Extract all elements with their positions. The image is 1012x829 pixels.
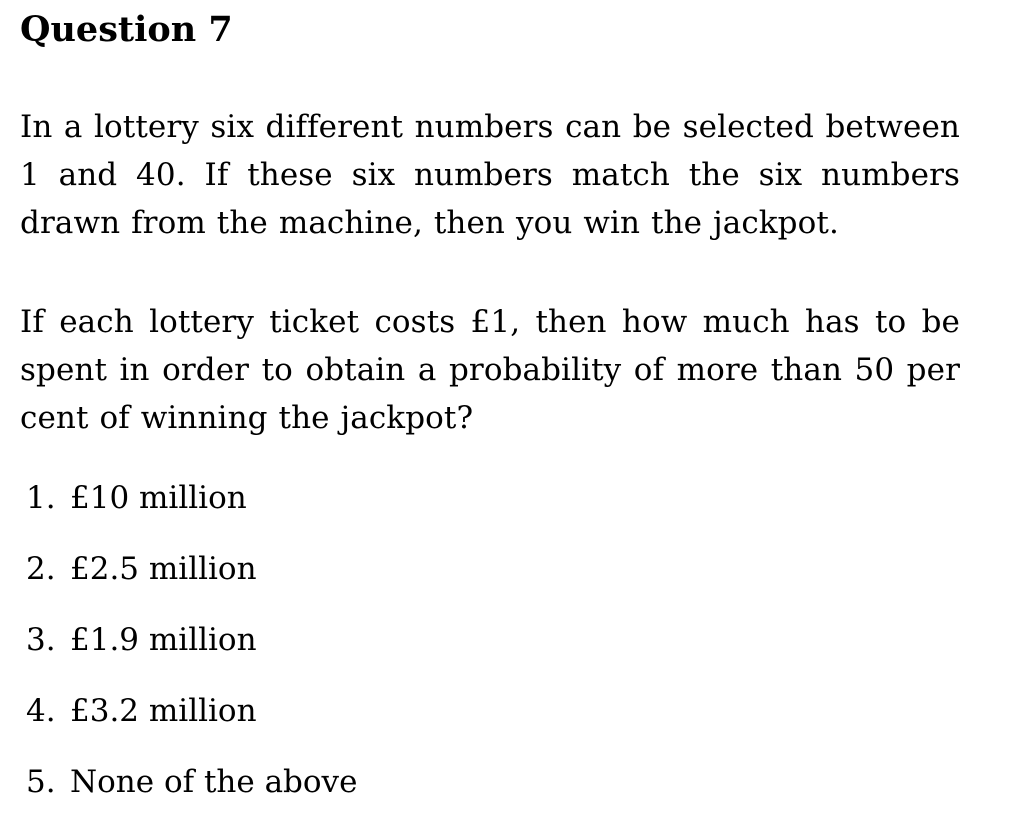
option-text: £2.5 million bbox=[70, 551, 257, 587]
option-number: 4. bbox=[26, 693, 56, 729]
answer-option bbox=[26, 474, 357, 545]
option-number: 5. bbox=[26, 764, 56, 800]
option-number: 3. bbox=[26, 622, 56, 658]
option-text: None of the above bbox=[70, 764, 358, 800]
question-title: Question 7 bbox=[20, 9, 233, 50]
option-text: £3.2 million bbox=[70, 693, 257, 729]
question-context-paragraph: In a lottery six different numbers can be selected between 1 and 40. If these six numbers match the six numbers drawn from the machine, then you win the jackpot. bbox=[20, 109, 960, 241]
option-number: 2. bbox=[26, 551, 56, 587]
answer-option bbox=[26, 687, 357, 758]
question-prompt-paragraph: If each lottery ticket costs £1, then how much has to be spent in order to obtain a probability of more than 50 per cent of winning the jackpot? bbox=[20, 304, 960, 436]
option-number: 1. bbox=[26, 480, 56, 516]
answer-option bbox=[26, 616, 357, 687]
option-text: £10 million bbox=[70, 480, 247, 516]
option-text: £1.9 million bbox=[70, 622, 257, 658]
answer-options-list bbox=[26, 474, 357, 829]
answer-option bbox=[26, 545, 357, 616]
answer-option bbox=[26, 758, 357, 829]
